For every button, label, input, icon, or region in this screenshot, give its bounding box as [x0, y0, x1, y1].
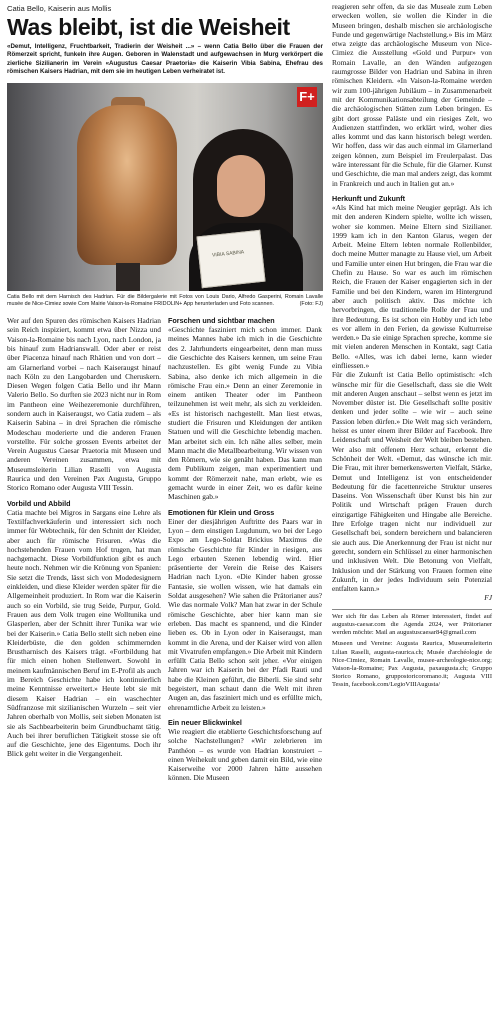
- col2-subhead-1: Forschen und sichtbar machen: [168, 316, 275, 326]
- armor-stand: [116, 263, 140, 291]
- photo-caption-text: Catia Bello mit dem Harnisch des Hadrian. Für die Bildergalerie mit Fotos von Louis Dario, Alfredo Gasperini, Romain Lavalle musée de Nice-Cimiez sowie Com Mairie Vaison-la-Romaine FRIDOLIN+ App herunterladen und Foto scannen.: [7, 293, 323, 307]
- col2-subhead-3: Ein neuer Blickwinkel: [168, 717, 242, 727]
- book-image: [196, 229, 265, 287]
- col1-paragraph-2: Catia machte bei Migros in Sargans eine Lehre als Textilfachverkäuferin und interessiert sich noch immer für Webtechnik, für den Schnitt der Kleider, aber auch für römische Frisuren. «Was die hochstehenden Frauen vom Hof trugen, hat man nachgemacht. Diese Vorbildfunktion gibt es auch heute noch. Nehmen wir die Krönung von Spanien: Sie setzt die Trends, lässt sich von Modedesignern einkleiden, und diese Kleider werden später für die Allgemeinheit produziert. In Rom war die Kaiserin auch so ein Vorbild, sie trug Seide, Purpur, Gold. Frauen aus dem Volk trugen eine Wolltunika und Glasperlen, aber der Schnitt ihrer Tunika war wie bei der Kaiserin.» Catia Bello stellt sich neben eine Kleiderbüste, die den golden schimmernden Brustharnisch des Kaisers trägt. «Fortbildung hat für mich einen hohen Stellenwert. Sowohl in meinem kaufmännischen Beruf im E-Profil als auch im Bereich Geschichte habe ich kontinuierlich meine Kenntnisse erweitert.» Heute lebt sie mit diesem Kaiser Hadrian – ein waschechter Südfranzose mit sizilianischen Wurzeln – seit vier Jahren oberhalb von Mollis, seit sieben Monaten ist sie als Sachbearbeiterin beim Grundbuchamt tätig. Auch bei ihrer beruflichen Tätigkeit stosse sie oft auf die Geschichte, jene des Eigentums. Doch ihr Blick geht weiter in die Vergangenheit.: [7, 507, 161, 759]
- article-photo: [7, 83, 323, 291]
- info-box: [332, 609, 492, 690]
- article-main: [7, 4, 323, 783]
- column-3: [332, 2, 492, 690]
- col3-paragraph-1: reagieren sehr offen, da sie das Museale zum Leben erwecken wollen, sie wollen die Kinder in die Museen bringen, deshalb mischen sie archäologische Funde und gegenwärtige Nachstellung.» Bis im März etwa zeigte das archäologische Museum von Nice-Cimiez die Ausstellung «Gold und Purpur» von Romain Lavalle, an den Wänden aufgezogen raumgrosse Bilder von Hadrian und Sabina in ihren römischen Kleidern. «In Vaison-la-Romaine werden wir zum 100-jährigen Jubiläum – in Zusammenarbeit mit der Kommunikationsabteilung der Gemeinde – die archäologischen Stätten zum Leben bringen. Es gibt dort grosse Paläste und ein riesiges Zelt, wo Audienzen stattfinden, wo erklärt wird, woher dies alles kommt und das kann historisch belegt werden. Wir hoffen, dass wir das auch einmal im Glarnerland zeigen können, zum Beispiel im Freulerpalast. Das wäre interessant für die Schule, für die Glarner. Kunst und Geschichte, die man mal anders zeigt, das kommt in Frankreich und auch in Italien gut an.»: [332, 2, 492, 188]
- author-signature: FJ: [484, 593, 492, 603]
- col1-paragraph-1: Wer auf den Spuren des römischen Kaisers Hadrian sein Reich inspiziert, kommt etwa über Nizza und Vaison-la-Romaine bis nach Lyon, nach London, ja bis hinauf zum Hadrianswall. Oder aber er reist über Piacenza hinauf nach Rhätien und von dort – am Glarnerland vorbei – nach Kaiseraugst hinauf nach Köln zu den Langobarden und Cheruskern. Diesen Wegen folgen Catia Bello und ihr Mann Valerio Bello. So durften sie 2023 nicht nur in Rom im Pantheon eine Weihezeremonie durchführen, sondern auch in Kaiseraugst, wo Catia zudem – als Kaiserin Sabina – in drei Sprachen die römische Modeschau moderierte und die anderen Frauen vorstellte. Für solche grossen Events arbeitet der Verein Augustus Caesar Praetoria mit Museen und anderen Vereinen zusammen, etwa mit Museumsleiterin Lilian Raselli von Augusta Raurica und den Vereinen Pax Augusta, Gruppo Storico Romano oder Augusta VIII Tessin.: [7, 316, 161, 493]
- hadrian-armor-image: [77, 105, 177, 265]
- col2-paragraph-2: Einer der diesjährigen Auftritte des Paars war in Lyon – dem einstigen Lugdunum, wo bei der Lego Expo am Lego-Soldat Brickius Maximus die römische Geschichte für Kinder in riesigen, aus Lego erbauten Szenen lebendig wird. Hier präsentierte der Verein die Reise des Kaisers Hadrian nach Lyon. «Die Kinder haben grosse Fantasie, sie wollen wissen, wie hat damals ein Soldat ausgesehen? Wie sahen die Prätorianer aus? Wie das normale Volk? Man hat zwar in der Schule römische Geschichte, aber hier kann man sie erleben. Das macht es spannend, und die Kinder lieben es. Ob in Lyon oder in Kaiseraugst, man kommt in die Arena, und der Kaiser wird von allen mit Vivatrufen empfangen.» Die Arbeit mit Kindern erfüllt Catia Bello schon seit jeher. «Vor einigen Jahren war ich Kaiserin bei der Pfadi Rauti und habe die Kleinen geführt, die Biberli. Sie sind sehr begeistert, man schaut dann die Welt mit ihren Augen an, das fasziniert mich und es erfüllte mich, ehrenamtliche Arbeit zu leisten.»: [168, 516, 322, 712]
- article-headline: Was bleibt, ist die Weisheit: [7, 14, 290, 40]
- col3-subhead-1: Herkunft und Zukunft: [332, 193, 406, 203]
- col2-subhead-2: Emotionen für Klein und Gross: [168, 507, 275, 517]
- article-kicker: Catia Bello, Kaiserin aus Mollis: [7, 4, 112, 13]
- article-lead: «Demut, Intelligenz, Fruchtbarkeit, Tradierin der Weisheit ...» – wenn Catia Bello über die Frauen der Römerzeit spricht, funkeln ihre Augen. Geboren in Walenstadt und aufgewachsen in Murg verkörpert die zierliche Sizilianerin im Verein «Augustus Caesar Praetoria» die Kaiserin Vibia Sabina, Ehefrau des römischen Kaisers Hadrian, mit dem sie im heutigen Leben verheiratet ist.: [7, 43, 323, 76]
- info-paragraph-2: Museen und Vereine: Augusta Raurica, Museumsleiterin Lilian Raselli, augusta-raurica.ch; Musée d'archéologie de Nice-Cimiez, Romain Lavalle, musee-archeologie-nice.org; Vaison-la-Romaine; Pax Augusta, paxaugusta.ch; Gruppo Storico Romano, gruppostoricoromano.it; Augusta VIII Tessin, facebook.com/LegioVIIIAugusta/: [332, 640, 492, 689]
- col2-paragraph-1: «Geschichte fasziniert mich schon immer. Dank meines Mannes habe ich mich in die Geschichte des 2. Jahrhunderts eingearbeitet, denn man muss die Geschichte des Kaisers kennen, um seine Frau nachzustellen. Es gibt wenig Funde zu Vibia Sabina, also denke ich mich allgemein in die römische Frau ein.» Denn an einer Zeremonie in einem antiken Theater oder im Pantheon teilzunehmen ist weit mehr, als sich zu verkleiden. «Es ist historisch nachgestellt. Man liest etwas, studiert die Frisuren und Kleidungen der antiken Statuen und will die Geschichte lebendig machen. Man arbeitet sich ein. Ich nähe alles selber, mein Mann macht die Metallbearbeitung. Wir wissen von den Römern, wie sie genäht haben. Das kann man dem Publikum zeigen, man experimentiert und kommt der Römerzeit nahe, man erlebt, wie es gemacht wurde in einer Zeit, wo es dafür keine Maschinen gab.»: [168, 325, 322, 502]
- photo-credit: (Foto: FJ): [299, 300, 323, 307]
- book-title: VIBIA SABINA: [211, 248, 245, 259]
- column-1: [7, 316, 161, 783]
- article-columns: [7, 316, 323, 783]
- fridolin-plus-badge[interactable]: F+: [297, 87, 317, 107]
- woman-face: [217, 155, 265, 217]
- col3-paragraph-2: «Als Kind hat mich meine Neugier geprägt. Als ich mit den anderen Kindern spielte, wollte ich wissen, woher sie kommen. Meine Eltern sind Sizilianer. 1999 kam ich in den Kanton Glarus, wegen der Arbeit. Meine Eltern lebten normale Rollenbilder, doch meine Mutter managte zu Hause viel, um Arbeit und Familie unter einen Hut bringen, die Frau war die Chefin zu Hause. So war es auch im römischen Reich, die Frauen der Kaiser engagierten sich in der Familie und bei den Kindern, waren im Hintergrund aber auch politisch aktiv. Das möchte ich hervorbringen, die traditionelle Rolle der Frau und ihre Bedeutung. Es ist schon ein Hobby und ich lebe es vor allem in den Ferien, da gewisse Kulturreise werden.» Da sie einige Sprachen spreche, komme sie mit vielen anderen Menschen in Kontakt, sagt Catia Bello. «Alles, was ich dabei lerne, kann wieder einfliessen.»: [332, 202, 492, 370]
- info-paragraph-1: Wer sich für das Leben als Römer interessiert, findet auf augustus-caesar.com die Agenda 2024, wer Prätorianer werden möchte: Mail an augustuscaesar84@gmail.com: [332, 612, 492, 637]
- column-2: [168, 316, 322, 783]
- photo-caption: [7, 294, 323, 308]
- col3-paragraph-3: Für die Zukunft ist Catia Bello optimistisch: «Ich wünsche mir für die Gesellschaft, dass sie die Welt mit anderen Augen anschaut – selbst wenn es jetzt im November düster ist. Die Gesellschaft sollte positiv denken und jeder sollte – wie wir – auch seine Passion leben dürfen.» Die Welt mag sich verändern, heisst es unter einem ihrer Bilder auf Facebook. Ihre Leidenschaft und Weisheit der Welt bleiben bestehen. Wer also mit offenem Herz schaut, erkennt die Schönheit der Welt. «Demut, das wünsche ich mir. Die Frau, mit ihrer bemerkenswerten Vielfalt, Stärke, Demut und Intelligenz ist von entscheidender Bedeutung für die facettenreiche Struktur unseres Daseins. Von Wissenschaft über Kunst bis hin zur Politik und Wirtschaft prägen Frauen durch einzigartige Fähigkeiten und Hingabe alle Bereiche. Ihre Erfolge tragen nicht nur individuell zur Gesellschaft bei, sondern bereichern und balancieren sie auch aus. Die Anerkennung der Frau ist nicht nur gerecht, sondern ein Schlüssel zu einer harmonischen und inklusiven Welt. Die Betonung von Vielfalt, Inklusion und der Stärkung von Frauen formen eine Zukunft, in der jedes Individuum sein Potenzial entfalten kann.»: [332, 370, 492, 594]
- col2-paragraph-3: Wie reagiert die etablierte Geschichtsforschung auf solche Nachstellungen? «Wir zelebrieren im Panthéon – es wurde von Hadrian konstruiert – einen Weihekult und geben damit ein Bild, wie eine Kaiserweihe vor 2000 Jahren hätte aussehen können. Die Museen: [168, 726, 322, 783]
- col1-subhead-1: Vorbild und Abbild: [7, 498, 71, 508]
